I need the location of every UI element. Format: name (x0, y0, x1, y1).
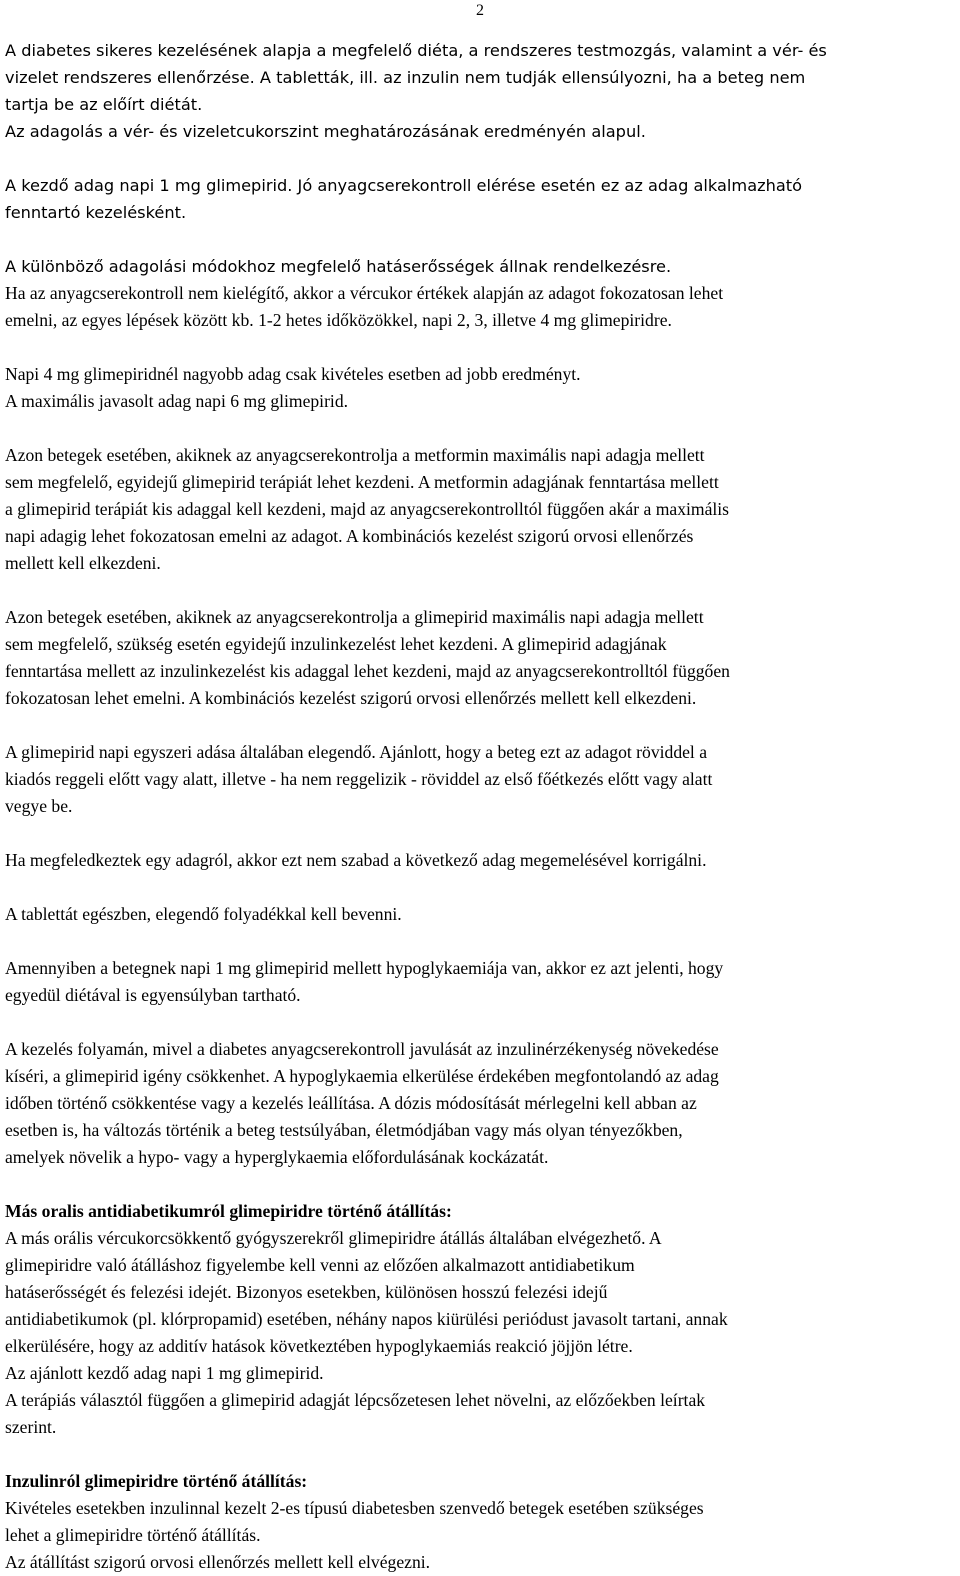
text-line: sem megfelelő, szükség esetén egyidejű inzulinkezelést lehet kezdeni. A glimepirid adagjának (5, 634, 667, 654)
text-line: a glimepirid terápiát kis adaggal kell kezdeni, majd az anyagcserekontrolltól függően akár a maximális (5, 499, 730, 519)
text-line: hatáserősségét és felezési idejét. Bizonyos esetekben, különösen hosszú felezési idejű (5, 1282, 608, 1302)
text-line: fenntartása mellett az inzulinkezelést kis adaggal lehet kezdeni, majd az anyagcserekontrolltól függően (5, 661, 730, 681)
text-line: Azon betegek esetében, akiknek az anyagcserekontrolja a metformin maximális napi adagja mellett (5, 445, 705, 465)
text-line: vizelet rendszeres ellenőrzése. A tabletták, ill. az inzulin nem tudják ellensúlyozni, ha a beteg nem (5, 68, 806, 87)
text-line: Ha megfeledkeztek egy adagról, akkor ezt nem szabad a következő adag megemelésével korrigálni. (5, 850, 707, 870)
text-line: időben történő csökkentése vagy a kezelés leállítása. A dózis módosítását mérlegelni kell abban az (5, 1093, 697, 1113)
paragraph-dose-adjustment (5, 1036, 955, 1171)
section-heading: Más oralis antidiabetikumról glimepiridre történő átállítás: (5, 1201, 452, 1221)
text-line: A terápiás választól függően a glimepirid adagját lépcsőzetesen lehet növelni, az előzőekben leírtak (5, 1390, 706, 1410)
text-line: kiadós reggeli előtt vagy alatt, illetve - ha nem reggelizik - röviddel az első főétkezés előtt vagy alatt (5, 769, 713, 789)
text-line: kíséri, a glimepirid igény csökkenhet. A hypoglykaemia elkerülése érdekében megfontolandó az adag (5, 1066, 719, 1086)
text-line: tartja be az előírt diétát. (5, 95, 203, 114)
page-number: 2 (476, 2, 484, 19)
text-line: fenntartó kezelésként. (5, 203, 187, 222)
text-line: napi adagig lehet fokozatosan emelni az adagot. A kombinációs kezelést szigorú orvosi ellenőrzés (5, 526, 694, 546)
text-line: emelni, az egyes lépések között kb. 1-2 hetes időközökkel, napi 2, 3, illetve 4 mg glimepiridre. (5, 310, 672, 330)
text-line: esetben is, ha változás történik a beteg testsúlyában, életmódjában vagy más olyan tényezőkben, (5, 1120, 683, 1140)
paragraph-dose-escalation (5, 253, 955, 334)
paragraph-missed-dose (5, 847, 955, 874)
text-line: A különböző adagolási módokhoz megfelelő hatáserősségek állnak rendelkezésre. (5, 257, 672, 276)
paragraph-administration (5, 901, 955, 928)
paragraph-starting-dose (5, 172, 955, 226)
text-line: Kivételes esetekben inzulinnal kezelt 2-es típusú diabetesben szenvedő betegek esetében szükséges (5, 1498, 704, 1518)
section-heading: Inzulinról glimepiridre történő átállítás: (5, 1471, 308, 1491)
document-body (5, 37, 955, 1576)
text-line: amelyek növelik a hypo- vagy a hyperglykaemia előfordulásának kockázatát. (5, 1147, 549, 1167)
text-line: Napi 4 mg glimepiridnél nagyobb adag csak kivételes esetben ad jobb eredményt. (5, 364, 581, 384)
text-line: fokozatosan lehet emelni. A kombinációs kezelést szigorú orvosi ellenőrzés mellett kell elkezdeni. (5, 688, 697, 708)
paragraph-timing (5, 739, 955, 820)
text-line: Az adagolás a vér- és vizeletcukorszint meghatározásának eredményén alapul. (5, 122, 646, 141)
section-oral-switch (5, 1198, 955, 1441)
text-line: sem megfelelő, egyidejű glimepirid terápiát lehet kezdeni. A metformin adagjának fenntartása mellett (5, 472, 719, 492)
text-line: antidiabetikumok (pl. klórpropamid) esetében, néhány napos kiürülési periódust javasolt tartani, annak (5, 1309, 728, 1329)
text-line: A glimepirid napi egyszeri adása általában elegendő. Ajánlott, hogy a beteg ezt az adagot röviddel a (5, 742, 708, 762)
text-line: egyedül diétával is egyensúlyban tartható. (5, 985, 301, 1005)
text-line: Amennyiben a betegnek napi 1 mg glimepirid mellett hypoglykaemiája van, akkor ez azt jelenti, hogy (5, 958, 724, 978)
text-line: A kezelés folyamán, mivel a diabetes anyagcserekontroll javulását az inzulinérzékenység növekedése (5, 1039, 719, 1059)
paragraph-max-dose (5, 361, 955, 415)
text-line: Ha az anyagcserekontroll nem kielégítő, akkor a vércukor értékek alapján az adagot fokozatosan lehet (5, 283, 724, 303)
text-line: Az átállítást szigorú orvosi ellenőrzés mellett kell elvégezni. (5, 1552, 431, 1572)
paragraph-metformin-combination (5, 442, 955, 577)
text-line: glimepiridre való átálláshoz figyelembe kell venni az előzően alkalmazott antidiabetikum (5, 1255, 635, 1275)
text-line: A tablettát egészben, elegendő folyadékkal kell bevenni. (5, 904, 402, 924)
text-line: A diabetes sikeres kezelésének alapja a megfelelő diéta, a rendszeres testmozgás, valamint a vér- és (5, 41, 827, 60)
paragraph-insulin-combination (5, 604, 955, 712)
text-line: szerint. (5, 1417, 57, 1437)
text-line: A maximális javasolt adag napi 6 mg glimepirid. (5, 391, 349, 411)
text-line: Az ajánlott kezdő adag napi 1 mg glimepirid. (5, 1363, 324, 1383)
text-line: A más orális vércukorcsökkentő gyógyszerekről glimepiridre átállás általában elvégezhető. A (5, 1228, 662, 1248)
text-line: elkerülésére, hogy az additív hatások következtében hypoglykaemiás reakció jöjjön létre. (5, 1336, 633, 1356)
text-line: A kezdő adag napi 1 mg glimepirid. Jó anyagcserekontroll elérése esetén ez az adag alkalmazható (5, 176, 803, 195)
section-insulin-switch (5, 1468, 955, 1576)
text-line: mellett kell elkezdeni. (5, 553, 161, 573)
paragraph-diet-only (5, 955, 955, 1009)
paragraph-diet (5, 37, 955, 145)
text-line: vegye be. (5, 796, 73, 816)
text-line: Azon betegek esetében, akiknek az anyagcserekontrolja a glimepirid maximális napi adagja mellett (5, 607, 704, 627)
text-line: lehet a glimepiridre történő átállítás. (5, 1525, 261, 1545)
